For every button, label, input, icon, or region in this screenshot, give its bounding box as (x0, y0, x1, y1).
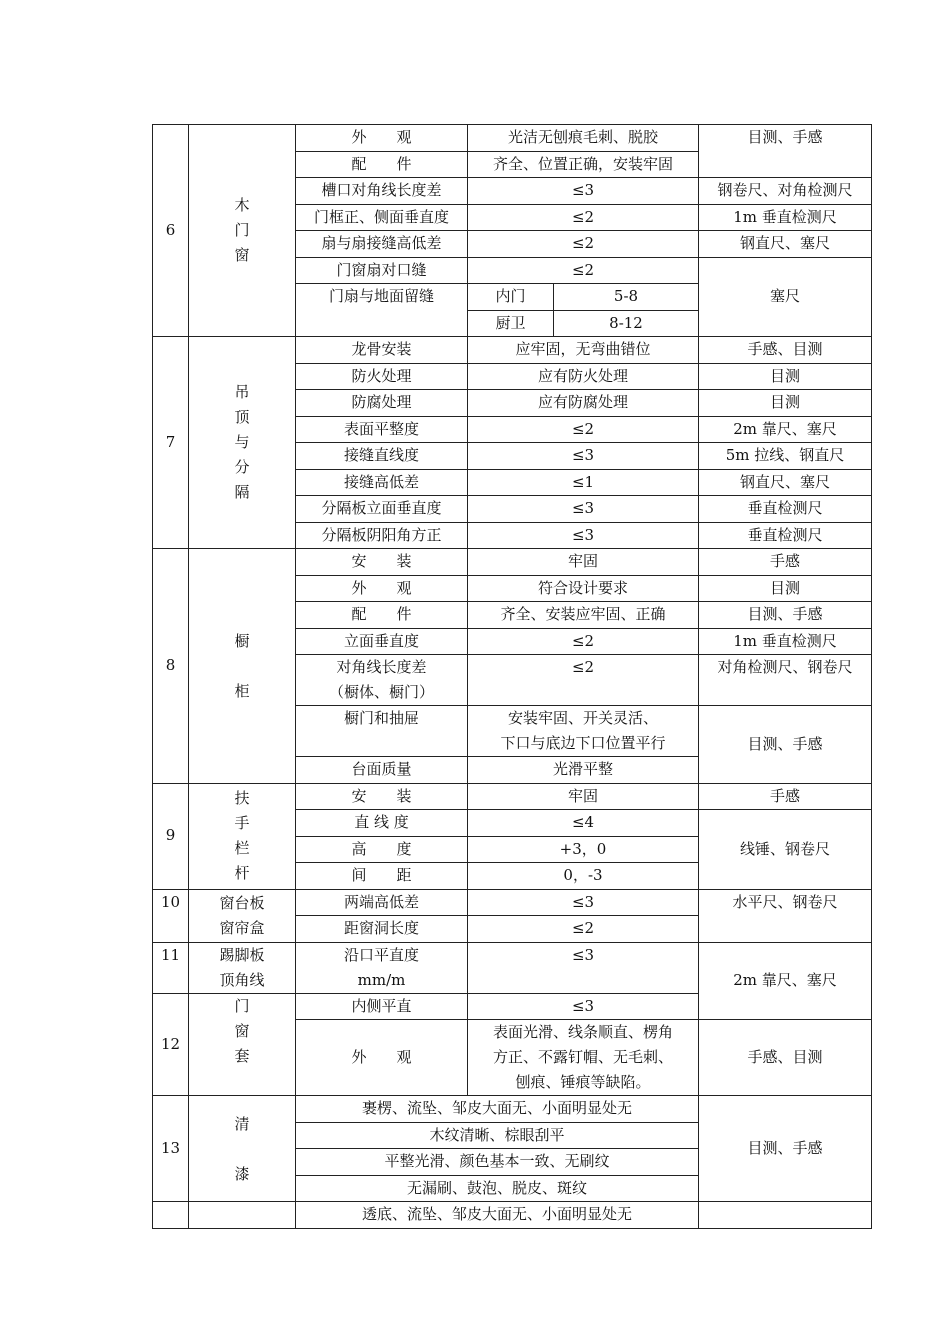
item-cell: 门扇与地面留缝 (296, 284, 468, 337)
item-cell: 外 观 (296, 125, 468, 152)
method-cell: 2m 靠尺、塞尺 (699, 416, 872, 443)
standard-cell: 安装牢固、开关灵活、 下口与底边下口位置平行 (468, 706, 699, 757)
item-cell: 间 距 (296, 863, 468, 890)
item-cell: 沿口平直度 mm/m (296, 942, 468, 993)
item-cell: 台面质量 (296, 757, 468, 784)
method-cell: 目测、手感 (699, 602, 872, 629)
item-cell: 门窗扇对口缝 (296, 257, 468, 284)
item-cell: 扇与扇接缝高低差 (296, 231, 468, 258)
standard-cell: ≤3 (468, 178, 699, 205)
standard-cell: 0，-3 (468, 863, 699, 890)
method-cell: 线锤、钢卷尺 (699, 810, 872, 890)
standard-cell: 应牢固，无弯曲错位 (468, 337, 699, 364)
standard-cell: 应有防火处理 (468, 363, 699, 390)
standard-cell: 齐全、安装应牢固、正确 (468, 602, 699, 629)
standard-cell: 无漏刷、鼓泡、脱皮、斑纹 (296, 1175, 699, 1202)
item-cell: 直 线 度 (296, 810, 468, 837)
standard-cell: ≤2 (468, 655, 699, 706)
method-cell: 垂直检测尺 (699, 496, 872, 523)
item-cell: 立面垂直度 (296, 628, 468, 655)
table-row (153, 942, 872, 993)
standard-cell: ≤3 (468, 993, 699, 1020)
standard-cell: ≤2 (468, 628, 699, 655)
standard-cell: 符合设计要求 (468, 575, 699, 602)
item-cell: 防火处理 (296, 363, 468, 390)
standard-cell: ≤3 (468, 496, 699, 523)
method-cell: 垂直检测尺 (699, 522, 872, 549)
method-cell: 钢直尺、塞尺 (699, 231, 872, 258)
category-cell: 木 门 窗 (189, 125, 296, 337)
method-cell: 塞尺 (699, 257, 872, 337)
item-cell: 对角线长度差 （橱体、橱门） (296, 655, 468, 706)
method-cell: 对角检测尺、钢卷尺 (699, 655, 872, 706)
method-cell: 目测、手感 (699, 706, 872, 784)
method-cell (699, 1202, 872, 1229)
standard-cell: ≤3 (468, 522, 699, 549)
method-cell: 目测 (699, 390, 872, 417)
item-number: 12 (153, 993, 189, 1096)
item-cell: 距窗洞长度 (296, 916, 468, 943)
standard-cell: ≤2 (468, 231, 699, 258)
table-row (153, 889, 872, 916)
item-cell: 高 度 (296, 836, 468, 863)
sub-value-cell: 5-8 (554, 284, 699, 311)
item-cell: 外 观 (296, 1020, 468, 1096)
item-number: 9 (153, 783, 189, 889)
item-cell: 分隔板阴阳角方正 (296, 522, 468, 549)
item-cell: 槽口对角线长度差 (296, 178, 468, 205)
table-row (153, 549, 872, 576)
standard-cell: 光滑平整 (468, 757, 699, 784)
standard-cell: 应有防腐处理 (468, 390, 699, 417)
item-number: 7 (153, 337, 189, 549)
method-cell: 手感、目测 (699, 337, 872, 364)
method-cell: 目测、手感 (699, 1096, 872, 1202)
standard-cell: 木纹清晰、棕眼刮平 (296, 1122, 699, 1149)
method-cell: 水平尺、钢卷尺 (699, 889, 872, 942)
method-cell: 1m 垂直检测尺 (699, 628, 872, 655)
item-cell: 龙骨安装 (296, 337, 468, 364)
item-cell: 安 装 (296, 549, 468, 576)
category-cell: 扶 手 栏 杆 (189, 783, 296, 889)
standard-cell: 牢固 (468, 549, 699, 576)
item-cell: 表面平整度 (296, 416, 468, 443)
standard-cell: ≤2 (468, 204, 699, 231)
sub-value-cell: 8-12 (554, 310, 699, 337)
standard-cell: 齐全、位置正确，安装牢固 (468, 151, 699, 178)
sub-label-cell: 厨卫 (468, 310, 554, 337)
item-cell: 安 装 (296, 783, 468, 810)
category-cell: 吊 顶 与 分 隔 (189, 337, 296, 549)
item-number (153, 1202, 189, 1229)
table-row (153, 337, 872, 364)
category-cell: 窗台板 窗帘盒 (189, 889, 296, 942)
method-cell: 目测 (699, 575, 872, 602)
standard-cell: ≤4 (468, 810, 699, 837)
inspection-standards-table (152, 124, 872, 1229)
item-cell: 接缝高低差 (296, 469, 468, 496)
standard-cell: ≤3 (468, 889, 699, 916)
standard-cell: 表面光滑、线条顺直、楞角 方正、不露钉帽、无毛刺、 刨痕、锤痕等缺陷。 (468, 1020, 699, 1096)
standard-cell: ≤1 (468, 469, 699, 496)
method-cell: 2m 靠尺、塞尺 (699, 942, 872, 1020)
category-cell: 清 漆 (189, 1096, 296, 1202)
method-cell: 目测 (699, 363, 872, 390)
standard-cell: +3，0 (468, 836, 699, 863)
table-row (153, 1096, 872, 1123)
standard-cell: ≤2 (468, 257, 699, 284)
item-cell: 外 观 (296, 575, 468, 602)
method-cell: 目测、手感 (699, 125, 872, 178)
table-row (153, 125, 872, 152)
table-row (153, 783, 872, 810)
standard-cell: 平整光滑、颜色基本一致、无刷纹 (296, 1149, 699, 1176)
item-number: 6 (153, 125, 189, 337)
method-cell: 钢直尺、塞尺 (699, 469, 872, 496)
category-cell: 门 窗 套 (189, 993, 296, 1096)
method-cell: 手感、目测 (699, 1020, 872, 1096)
item-cell: 两端高低差 (296, 889, 468, 916)
sub-label-cell: 内门 (468, 284, 554, 311)
item-cell: 内侧平直 (296, 993, 468, 1020)
item-number: 10 (153, 889, 189, 942)
item-cell: 分隔板立面垂直度 (296, 496, 468, 523)
table-row (153, 1202, 872, 1229)
standard-cell: 裹楞、流坠、邹皮大面无、小面明显处无 (296, 1096, 699, 1123)
standard-cell: 牢固 (468, 783, 699, 810)
standard-cell: ≤2 (468, 916, 699, 943)
item-cell: 配 件 (296, 151, 468, 178)
method-cell: 5m 拉线、钢直尺 (699, 443, 872, 470)
item-cell: 橱门和抽屉 (296, 706, 468, 757)
item-cell: 门框正、侧面垂直度 (296, 204, 468, 231)
standard-cell: 光洁无刨痕毛刺、脱胶 (468, 125, 699, 152)
item-cell: 接缝直线度 (296, 443, 468, 470)
item-cell: 配 件 (296, 602, 468, 629)
method-cell: 钢卷尺、对角检测尺 (699, 178, 872, 205)
item-number: 11 (153, 942, 189, 993)
method-cell: 手感 (699, 549, 872, 576)
method-cell: 1m 垂直检测尺 (699, 204, 872, 231)
standard-cell: ≤2 (468, 416, 699, 443)
item-number: 8 (153, 549, 189, 784)
category-cell (189, 1202, 296, 1229)
item-cell: 防腐处理 (296, 390, 468, 417)
item-number: 13 (153, 1096, 189, 1202)
standard-cell: 透底、流坠、邹皮大面无、小面明显处无 (296, 1202, 699, 1229)
standard-cell: ≤3 (468, 443, 699, 470)
method-cell: 手感 (699, 783, 872, 810)
standard-cell: ≤3 (468, 942, 699, 993)
category-cell: 橱 柜 (189, 549, 296, 784)
category-cell: 踢脚板 顶角线 (189, 942, 296, 993)
